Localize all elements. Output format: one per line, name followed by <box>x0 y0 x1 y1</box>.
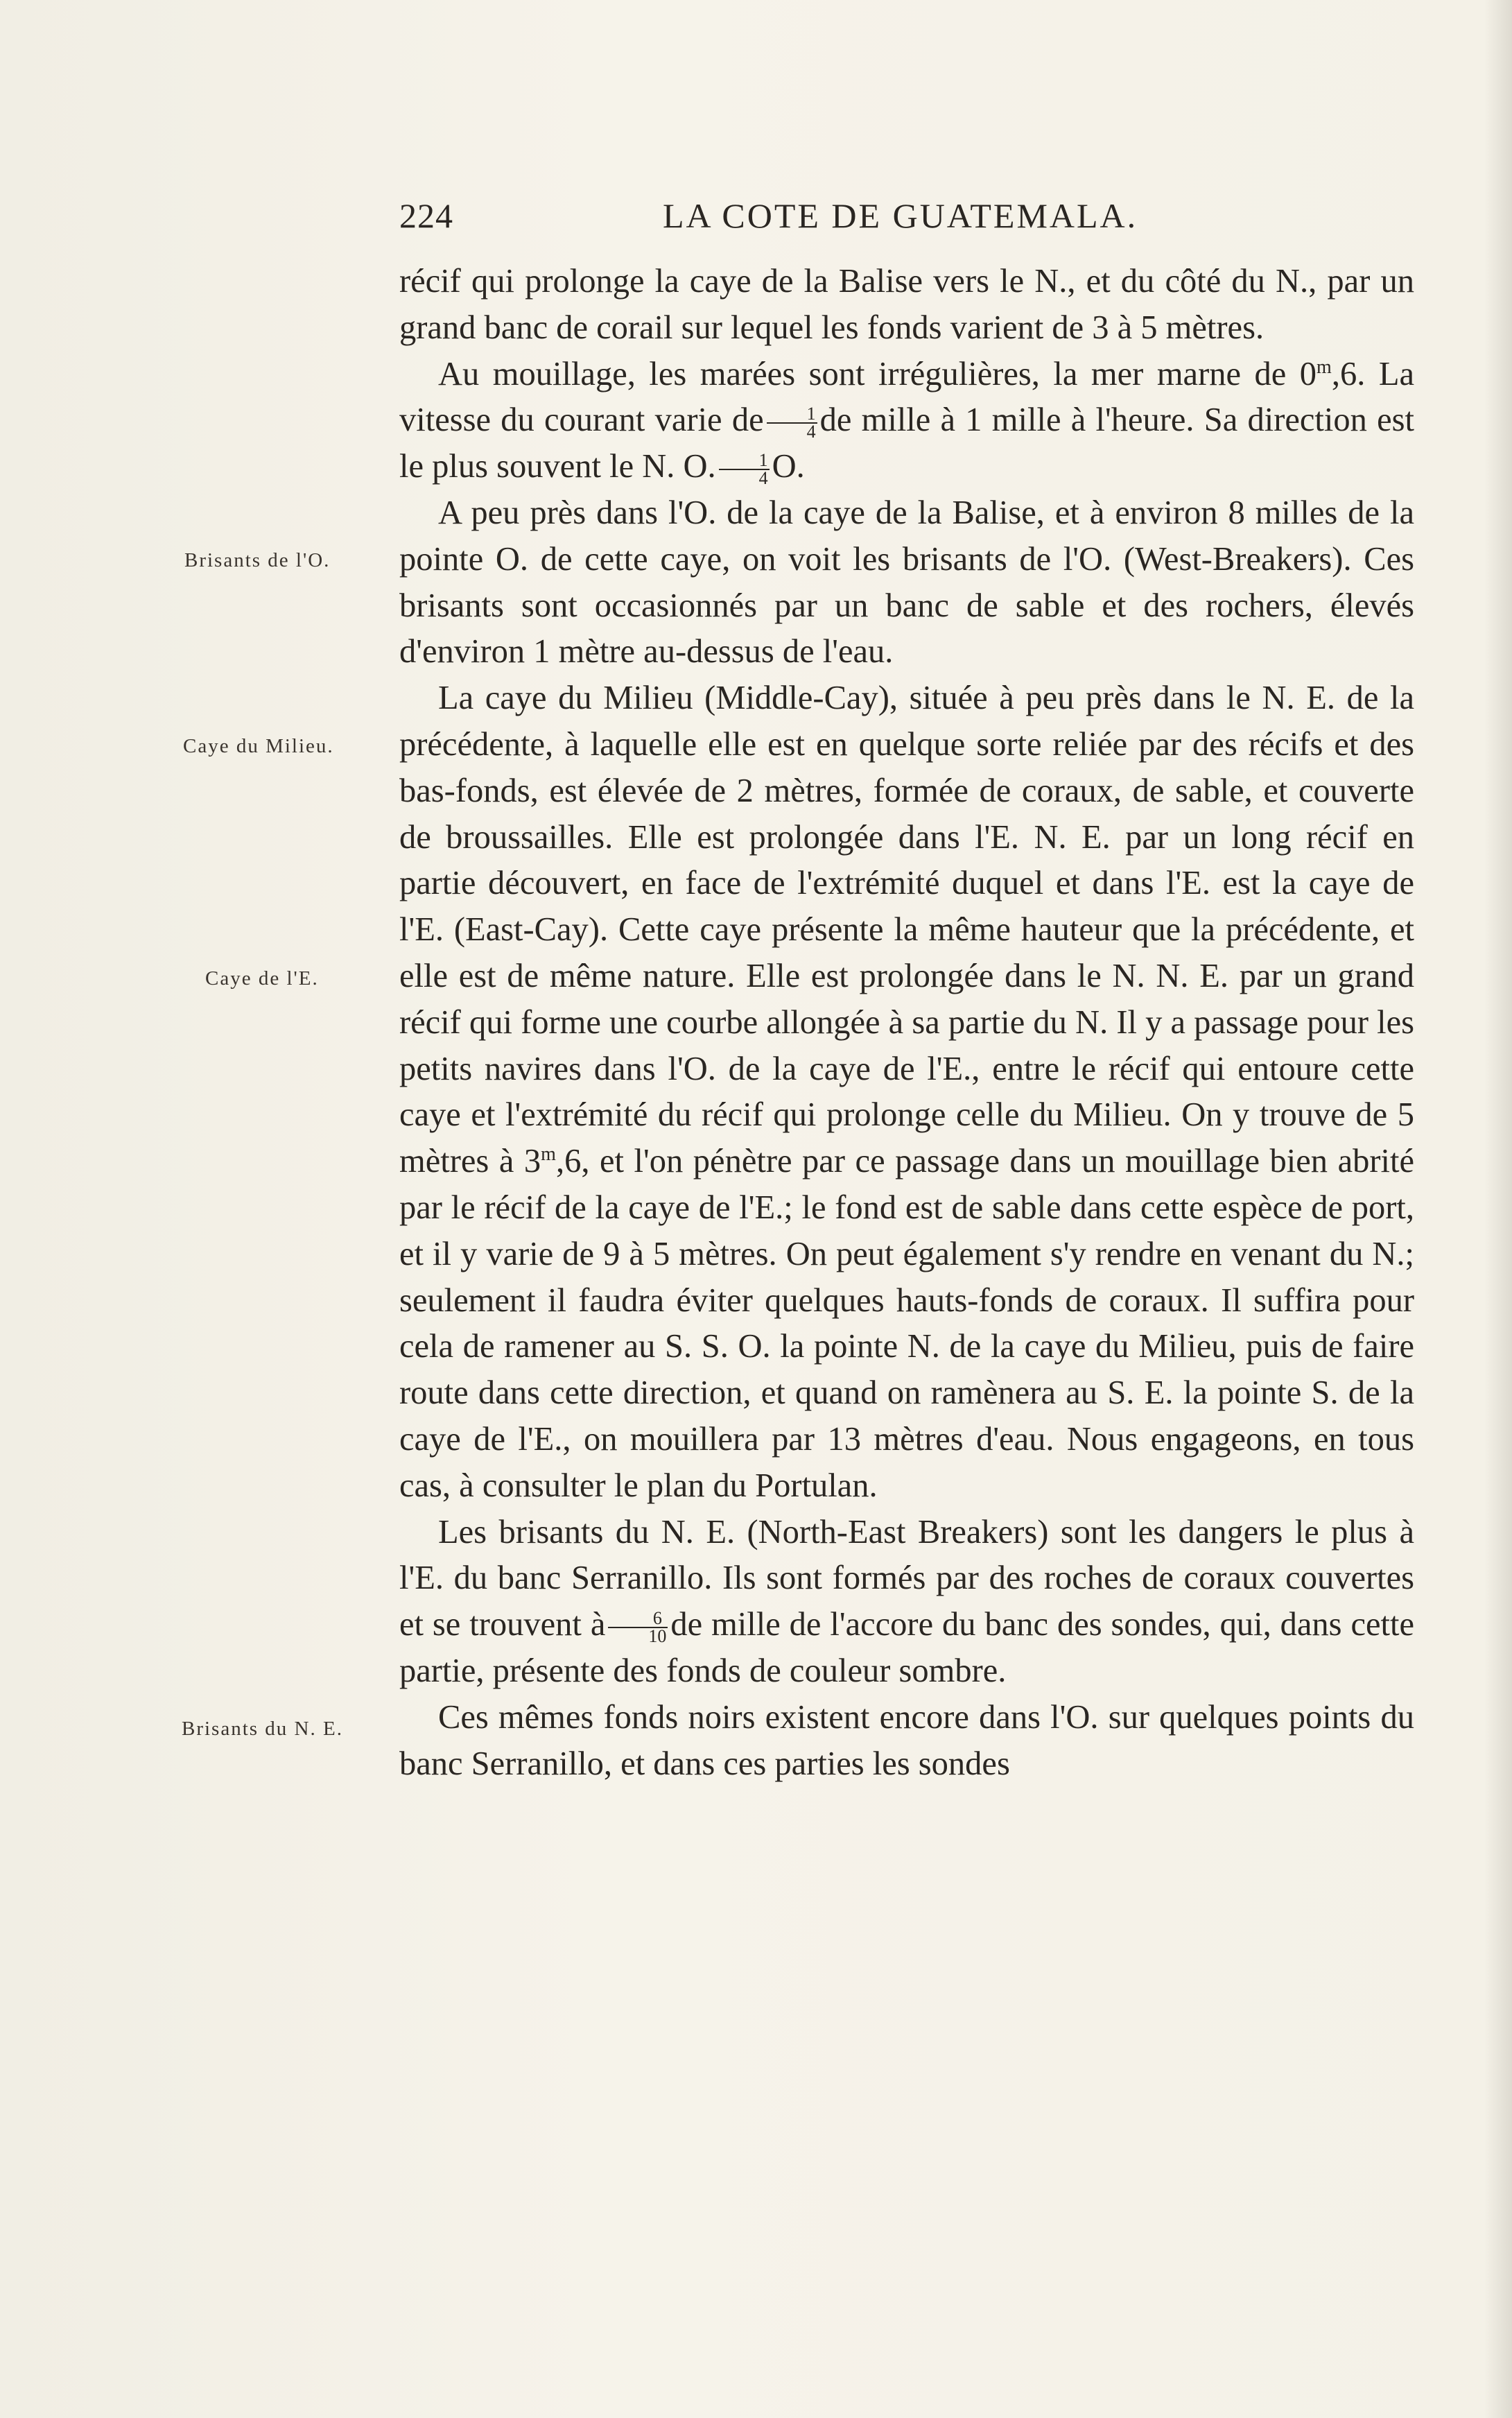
page-number: 224 <box>399 196 453 235</box>
page-edge-shadow <box>1484 0 1512 2418</box>
paragraph-caye-du-milieu: La caye du Milieu (Middle-Cay), située à peu près dans le N. E. de la précédente, à laquelle elle est en quelque sorte reliée par des récifs et des bas-fonds, est élevée de 2 mètres, formée de coraux, de sable, et couverte de broussailles. Elle est prolongée dans l'E. N. E. par un long récif en partie découvert, en face de l'extrémité duquel et dans l'E. est la caye de l'E. (East-Cay). Cette caye présente la même hauteur que la précédente, et elle est de même nature. Elle est prolongée dans le N. N. E. par un grand récif qui forme une courbe allongée à sa partie du N. Il y a passage pour les petits navires dans l'O. de la caye de l'E., entre le récif qui entoure cette caye et l'extrémité du récif qui prolonge celle du Milieu. On y trouve de 5 mètres à 3$^m$,6, et l'on pénètre par ce passage dans un mouillage bien abrité par le récif de la caye de l'E.; le fond est de sable dans cette espèce de port, et il y varie de 9 à 5 mètres. On peut également s'y rendre en venant du N.; seulement il faudra éviter quelques hauts-fonds de coraux. Il suffira pour cela de ramener au S. S. O. la pointe N. de la caye du Milieu, puis de faire route dans cette direction, et quand on ramènera au S. E. la pointe S. de la caye de l'E., on mouillera par 13 mètres d'eau. Nous engageons, en tous cas, à consulter le plan du Portulan. <box>399 680 1414 1504</box>
running-header <box>399 196 1414 244</box>
body-text <box>399 259 1414 1787</box>
paragraph-brisants-ouest: A peu près dans l'O. de la caye de la Balise, et à environ 8 milles de la pointe O. de cette caye, on voit les brisants de l'O. (West-Breakers). Ces brisants sont occasionnés par un banc de sable et des rochers, élevés d'environ 1 mètre au-dessus de l'eau. <box>399 494 1414 671</box>
paragraph-continuation: récif qui prolonge la caye de la Balise vers le N., et du côté du N., par un grand banc de corail sur lequel les fonds varient de 3 à 5 mètres. <box>399 263 1414 346</box>
paragraph-mouillage: Au mouillage, les marées sont irrégulières, la mer marne de 0$^m$,6. La vitesse du courant varie de $\frac{1}{4}$ de mille à 1 mille à l'heure. Sa direction est le plus souvent le N. O. $\frac{1}{4}$ O. <box>399 355 1415 489</box>
fraction-quarter: $\frac{1}{4}$ <box>767 406 817 440</box>
fraction-six-tenths: $\frac{6}{10}$ <box>608 1610 668 1645</box>
margin-note-brisants-nord-est: Brisants du N. E. <box>182 1718 343 1740</box>
paragraph-brisants-nord-est: Les brisants du N. E. (North-East Breakers) sont les dangers le plus à l'E. du banc Serranillo. Ils sont formés par des roches de coraux couvertes et se trouvent à $\frac{6}{10}$ de mille de l'accore du banc des sondes, qui, dans cette partie, présente des fonds de couleur sombre. <box>399 1513 1414 1689</box>
fraction-quarter-2: $\frac{1}{4}$ <box>719 452 770 487</box>
running-title: LA COTE DE GUATEMALA. <box>663 196 1138 235</box>
paragraph-fonds-noirs: Ces mêmes fonds noirs existent encore dans l'O. sur quelques points du banc Serranillo, et dans ces parties les sondes <box>399 1698 1414 1782</box>
margin-note-caye-de-l-est: Caye de l'E. <box>205 967 319 990</box>
margin-note-brisants-ouest: Brisants de l'O. <box>184 549 331 571</box>
margin-note-caye-du-milieu: Caye du Milieu. <box>183 735 334 757</box>
